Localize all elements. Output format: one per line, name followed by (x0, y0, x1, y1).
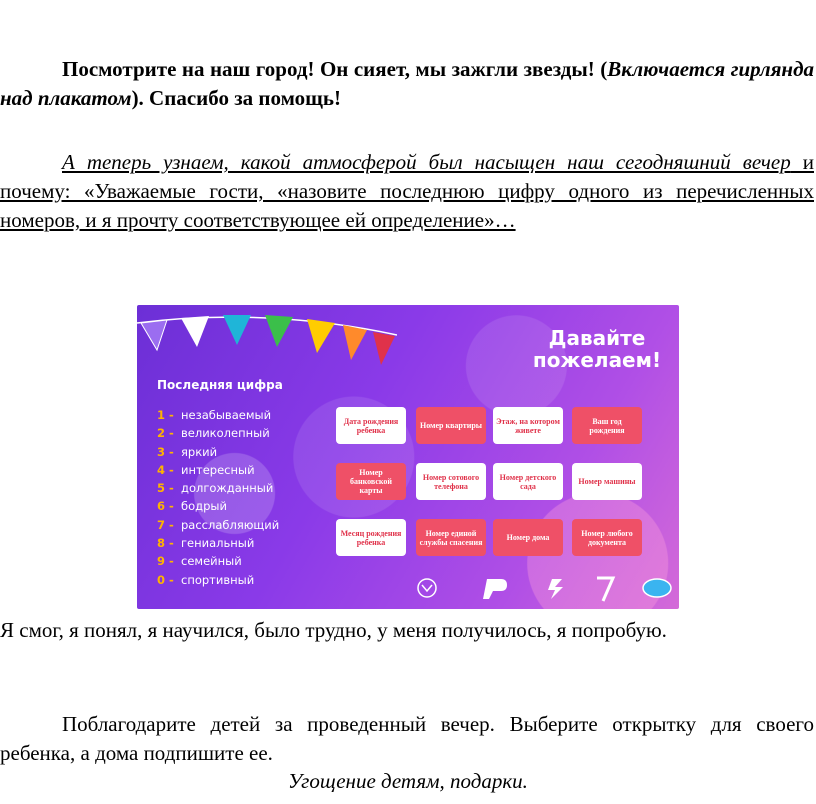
list-item: 6 - бодрый (157, 499, 227, 514)
wish-card: Дата рождения ребенка (336, 407, 406, 444)
sponsor-logos-icon (417, 573, 677, 603)
list-item: 3 - яркий (157, 444, 218, 459)
wish-card: Ваш год рождения (572, 407, 642, 444)
instruction-paragraph-2 (0, 148, 814, 235)
para1-rest: ). Спасибо за помощь! (131, 86, 341, 110)
para2-italic: А теперь узнаем, какой атмосферой был насыщен наш сегодняшний вечер (62, 150, 791, 174)
list-item: 1 - незабываемый (157, 408, 272, 422)
wish-card: Номер детского сада (493, 463, 563, 500)
instruction-paragraph-1 (0, 55, 814, 113)
list-item: 7 - расслабляющий (157, 517, 280, 532)
para1-paren: ( (600, 57, 608, 81)
wish-card: Этаж, на котором живете (493, 407, 563, 444)
wish-card: Номер машины (572, 463, 642, 500)
list-item: 9 - семейный (157, 554, 242, 569)
wish-card: Номер любого документа (572, 519, 642, 556)
bunting-flags-icon (137, 305, 397, 375)
digit-list (157, 408, 279, 591)
wish-card: Номер сотового телефона (416, 463, 486, 500)
wish-card: Месяц рождения ребенка (336, 519, 406, 556)
wish-slide-image (137, 305, 679, 609)
answer-phrases-paragraph: Я смог, я понял, я научился, было трудно, у меня получилось, я попробую. (0, 618, 667, 642)
list-item: 2 - великолепный (157, 426, 270, 441)
para1-line1: Посмотрите на наш город! Он сияет, мы зажгли звезды! (62, 57, 595, 81)
wish-card: Номер банковской карты (336, 463, 406, 500)
list-item: 8 - гениальный (157, 536, 255, 551)
para2-underlined: и почему: «Уважаемые гости, «назовите последнюю цифру одного из перечисленных номеров, и я прочту соответствующее ей определение»… (0, 150, 814, 232)
list-item: 5 - долгожданный (157, 481, 274, 496)
para1-stage-direction: Включается гирлянда над плакатом (0, 57, 815, 110)
slide-title (527, 327, 667, 371)
slide-title-line2: пожелаем! (532, 348, 662, 372)
wish-card: Номер дома (493, 519, 563, 556)
closing-line: Угощение детям, подарки. (288, 769, 528, 793)
list-item: 0 - спортивный (157, 572, 255, 587)
wish-card: Номер квартиры (416, 407, 486, 444)
thanks-paragraph: Поблагодарите детей за проведенный вечер. Выберите открытку для своего ребенка, а дома подпишите ее. (0, 712, 814, 765)
wish-card: Номер единой службы спасения (416, 519, 486, 556)
list-item: 4 - интересный (157, 462, 255, 477)
digit-list-title: Последняя цифра (157, 378, 283, 392)
slide-title-line1: Давайте (548, 326, 646, 350)
